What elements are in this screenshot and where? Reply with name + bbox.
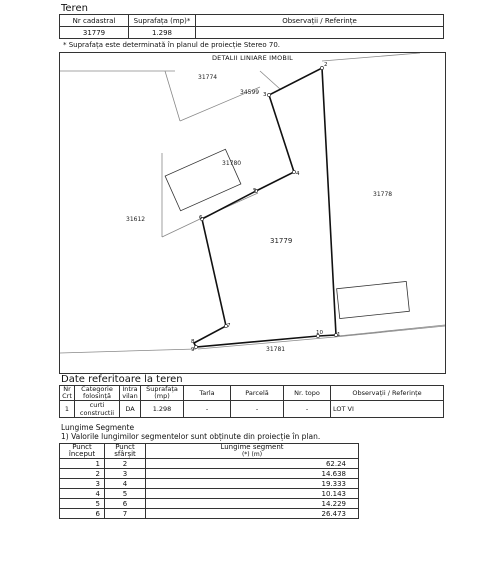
table-row <box>60 489 359 499</box>
point-label-9: 9 <box>191 347 195 353</box>
teren-header-nr-cadastral: Nr cadastral <box>60 15 129 27</box>
boundary-point-marker <box>267 93 270 96</box>
referitoare-parcela: - <box>231 401 284 418</box>
segment-end: 7 <box>105 509 146 519</box>
parcel-label-31774: 31774 <box>198 74 218 81</box>
segment-end: 3 <box>105 469 146 479</box>
teren-header-row <box>60 15 444 27</box>
segmente-header-inceput: Punct început <box>60 444 105 459</box>
point-label-7: 7 <box>227 323 231 329</box>
plan-frame <box>59 52 446 374</box>
referitoare-header-nr-topo: Nr. topo <box>284 386 331 401</box>
referitoare-categorie: curti constructii <box>75 401 120 418</box>
segment-start: 1 <box>60 459 105 469</box>
boundary-line <box>162 219 200 237</box>
point-labels <box>191 62 341 353</box>
segment-length: 62.24 <box>146 459 359 469</box>
segmente-header-unit: (*) (m) <box>241 451 263 458</box>
point-label-5: 5 <box>253 188 257 194</box>
referitoare-header-observatii: Observații / Referințe <box>331 386 444 401</box>
teren-nr-cadastral: 31779 <box>60 27 129 39</box>
referitoare-header-parcela: Parcelă <box>231 386 284 401</box>
teren-suprafata: 1.298 <box>129 27 196 39</box>
parcel-label-31612: 31612 <box>126 216 146 223</box>
point-label-10: 10 <box>316 330 323 336</box>
referitoare-observatii: LOT VI <box>331 401 444 418</box>
segmente-title: Lungime Segmente <box>61 423 135 432</box>
referitoare-header-suprafata: Suprafața (mp) <box>141 386 184 401</box>
point-label-4: 4 <box>296 171 300 177</box>
boundary-points <box>194 66 337 348</box>
segmente-header-row <box>60 444 359 459</box>
segmente-note: 1) Valorile lungimilor segmentelor sunt obținute din proiecție în plan. <box>61 432 321 441</box>
teren-data-row <box>60 27 444 39</box>
teren-observatii <box>196 27 444 39</box>
segment-length: 14.638 <box>146 469 359 479</box>
point-label-2: 2 <box>324 62 328 68</box>
referitoare-header-tarla: Tarla <box>184 386 231 401</box>
point-label-1: 1 <box>337 332 341 338</box>
segmente-header-sfarsit: Punct sfârșit <box>105 444 146 459</box>
table-row <box>60 469 359 479</box>
segment-start: 2 <box>60 469 105 479</box>
teren-header-suprafata: Suprafața (mp)* <box>129 15 196 27</box>
table-row <box>60 509 359 519</box>
referitoare-header-categorie: Categorie folosință <box>75 386 120 401</box>
segmente-header-lungime-label: Lungime segment <box>220 443 284 451</box>
neighbour-boundaries <box>60 53 445 353</box>
referitoare-header-intravilan: Intra vilan <box>120 386 141 401</box>
segment-end: 5 <box>105 489 146 499</box>
segment-end: 4 <box>105 479 146 489</box>
building-footprint-31780 <box>165 149 241 211</box>
segment-end: 2 <box>105 459 146 469</box>
segmente-table <box>59 443 359 519</box>
referitoare-title: Date referitoare la teren <box>61 374 183 385</box>
building-footprint-31778 <box>337 281 410 318</box>
boundary-line <box>165 71 180 121</box>
point-label-3: 3 <box>263 92 267 98</box>
parcel-label-34599: 34599 <box>240 89 260 96</box>
table-row <box>60 499 359 509</box>
parcel-31779-outline <box>194 68 336 347</box>
parcel-labels <box>126 74 392 353</box>
segment-start: 6 <box>60 509 105 519</box>
table-row <box>60 479 359 489</box>
teren-header-observatii: Observații / Referințe <box>196 15 444 27</box>
point-label-8: 8 <box>191 339 195 345</box>
segment-length: 10.143 <box>146 489 359 499</box>
boundary-line <box>335 326 445 337</box>
segment-start: 4 <box>60 489 105 499</box>
boundary-point-marker <box>194 345 197 348</box>
plan-title: DETALII LINIARE IMOBIL <box>211 54 294 62</box>
segment-length: 19.333 <box>146 479 359 489</box>
segmente-header-lungime <box>146 444 359 459</box>
point-label-6: 6 <box>199 215 203 221</box>
referitoare-intravilan: DA <box>120 401 141 418</box>
referitoare-tarla: - <box>184 401 231 418</box>
parcel-label-31780: 31780 <box>222 160 242 167</box>
parcel-label-31779: 31779 <box>270 237 293 245</box>
segment-end: 6 <box>105 499 146 509</box>
segment-length: 26.473 <box>146 509 359 519</box>
teren-table <box>59 14 444 39</box>
referitoare-table <box>59 385 444 418</box>
parcel-plan-diagram <box>60 53 445 373</box>
teren-title: Teren <box>61 3 88 14</box>
referitoare-nr-topo: - <box>284 401 331 418</box>
segment-start: 5 <box>60 499 105 509</box>
referitoare-data-row <box>60 401 444 418</box>
table-row <box>60 459 359 469</box>
referitoare-suprafata: 1.298 <box>141 401 184 418</box>
segment-length: 14.229 <box>146 499 359 509</box>
referitoare-header-nr-crt: Nr Crt <box>60 386 75 401</box>
segment-start: 3 <box>60 479 105 489</box>
referitoare-header-row <box>60 386 444 401</box>
boundary-line <box>338 325 445 336</box>
boundary-line <box>260 71 280 89</box>
referitoare-nr-crt: 1 <box>60 401 75 418</box>
boundary-line <box>60 349 196 353</box>
parcel-label-31781: 31781 <box>266 346 286 353</box>
teren-note: * Suprafața este determinată în planul de proiecție Stereo 70. <box>63 41 281 49</box>
parcel-label-31778: 31778 <box>373 191 393 198</box>
boundary-line <box>322 53 420 61</box>
